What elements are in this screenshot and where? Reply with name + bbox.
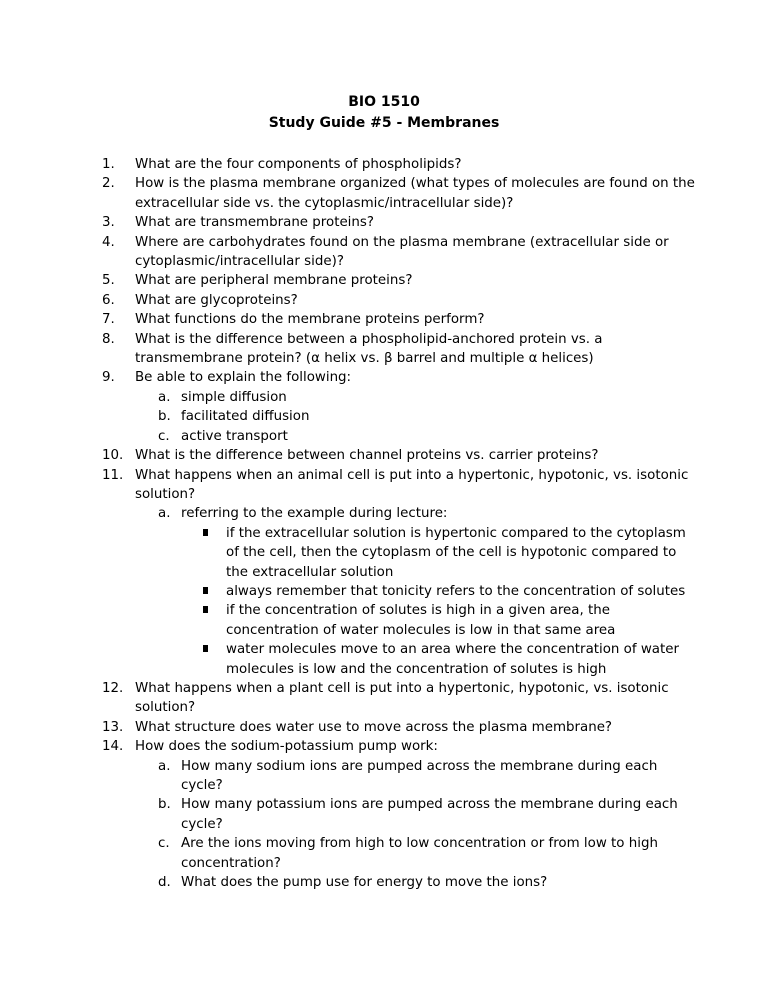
- question-item: [0, 271, 700, 290]
- sub-letter: d.: [158, 875, 171, 891]
- question-number: 10.: [102, 448, 124, 464]
- sub-question: [135, 834, 700, 873]
- question-text: What are glycoproteins?: [135, 292, 298, 308]
- question-number: 9.: [102, 370, 115, 386]
- page-title: Study Guide #5 - Membranes: [268, 115, 500, 131]
- question-text: What are peripheral membrane proteins?: [135, 273, 413, 289]
- sub-question: [135, 504, 700, 679]
- question-item: [0, 368, 700, 446]
- document-header: [0, 92, 768, 134]
- question-item: [0, 679, 700, 718]
- sub-question: [135, 795, 700, 834]
- course-code: BIO 1510: [348, 94, 420, 110]
- sub-text: simple diffusion: [181, 389, 287, 405]
- sub-text: Are the ions moving from high to low concentration or from low to high concentration?: [181, 836, 658, 871]
- question-text: What functions do the membrane proteins perform?: [135, 312, 485, 328]
- sub-question: [135, 407, 700, 426]
- question-item: [0, 155, 700, 174]
- question-text: What are the four components of phospholipids?: [135, 157, 462, 172]
- sub-text: How many potassium ions are pumped across the membrane during each cycle?: [181, 797, 678, 832]
- question-number: 1.: [102, 157, 115, 172]
- bullet-text: always remember that tonicity refers to the concentration of solutes: [226, 583, 686, 599]
- question-text: Be able to explain the following:: [135, 370, 352, 386]
- question-item: [0, 310, 700, 329]
- question-item: [0, 213, 700, 232]
- bullet-item: [181, 601, 700, 640]
- square-bullet-icon: [203, 645, 208, 652]
- question-number: 7.: [102, 312, 115, 328]
- question-text: How is the plasma membrane organized (what types of molecules are found on the extracellular side vs. the cytoplasmic/intracellular side)?: [135, 176, 695, 211]
- sub-letter: c.: [158, 836, 170, 852]
- sub-letter: c.: [158, 428, 170, 444]
- square-bullet-icon: [203, 587, 208, 594]
- question-list: [0, 155, 700, 892]
- question-text: What is the difference between channel proteins vs. carrier proteins?: [135, 448, 599, 464]
- question-item: [0, 174, 700, 213]
- bullet-list: [181, 524, 700, 679]
- sub-letter: b.: [158, 797, 171, 813]
- question-number: 6.: [102, 292, 115, 308]
- question-text: What is the difference between a phospholipid-anchored protein vs. a transmembrane protein? (α helix vs. β barrel and multiple α helices): [135, 331, 603, 367]
- question-number: 5.: [102, 273, 115, 289]
- sub-letter: a.: [158, 389, 171, 405]
- bullet-item: [181, 582, 700, 601]
- question-number: 2.: [102, 176, 115, 192]
- sub-question-list: [135, 504, 700, 679]
- sub-question: [135, 757, 700, 796]
- sub-text: active transport: [181, 428, 288, 444]
- sub-letter: b.: [158, 409, 171, 425]
- question-number: 3.: [102, 215, 115, 231]
- square-bullet-icon: [203, 529, 208, 536]
- sub-text: What does the pump use for energy to move the ions?: [181, 875, 548, 891]
- question-item: [0, 737, 700, 892]
- bullet-text: water molecules move to an area where the concentration of water molecules is low and the concentration of solutes is high: [226, 642, 679, 677]
- question-item: [0, 466, 700, 679]
- bullet-text: if the extracellular solution is hypertonic compared to the cytoplasm of the cell, then the cytoplasm of the cell is hypotonic compared to the extracellular solution: [226, 525, 686, 580]
- sub-text: How many sodium ions are pumped across the membrane during each cycle?: [181, 758, 658, 793]
- sub-letter: a.: [158, 758, 171, 774]
- question-text: How does the sodium-potassium pump work:: [135, 739, 438, 755]
- question-text: What are transmembrane proteins?: [135, 215, 374, 231]
- bullet-item: [181, 640, 700, 679]
- question-text: What structure does water use to move across the plasma membrane?: [135, 719, 613, 735]
- question-number: 13.: [102, 719, 124, 735]
- sub-question: [135, 388, 700, 407]
- question-item: [0, 446, 700, 465]
- question-number: 8.: [102, 331, 115, 347]
- question-text: What happens when a plant cell is put into a hypertonic, hypotonic, vs. isotonic solution?: [135, 680, 669, 716]
- question-number: 4.: [102, 234, 115, 250]
- sub-question-list: [135, 757, 700, 893]
- question-number: 14.: [102, 739, 124, 755]
- sub-text: referring to the example during lecture:: [181, 506, 448, 522]
- square-bullet-icon: [203, 606, 208, 613]
- sub-text: facilitated diffusion: [181, 409, 310, 425]
- bullet-text: if the concentration of solutes is high in a given area, the concentration of water molecules is low in that same area: [226, 603, 616, 638]
- question-text: Where are carbohydrates found on the plasma membrane (extracellular side or cytoplasmic/intracellular side)?: [135, 234, 669, 270]
- question-item: [0, 291, 700, 310]
- question-text: What happens when an animal cell is put into a hypertonic, hypotonic, vs. isotonic solution?: [135, 467, 689, 502]
- question-number: 12.: [102, 680, 124, 696]
- sub-question-list: [135, 388, 700, 446]
- question-item: [0, 233, 700, 272]
- sub-question: [135, 427, 700, 446]
- question-item: [0, 718, 700, 737]
- question-number: 11.: [102, 467, 124, 483]
- question-item: [0, 330, 700, 369]
- sub-letter: a.: [158, 506, 171, 522]
- bullet-item: [181, 524, 700, 582]
- sub-question: [135, 873, 700, 892]
